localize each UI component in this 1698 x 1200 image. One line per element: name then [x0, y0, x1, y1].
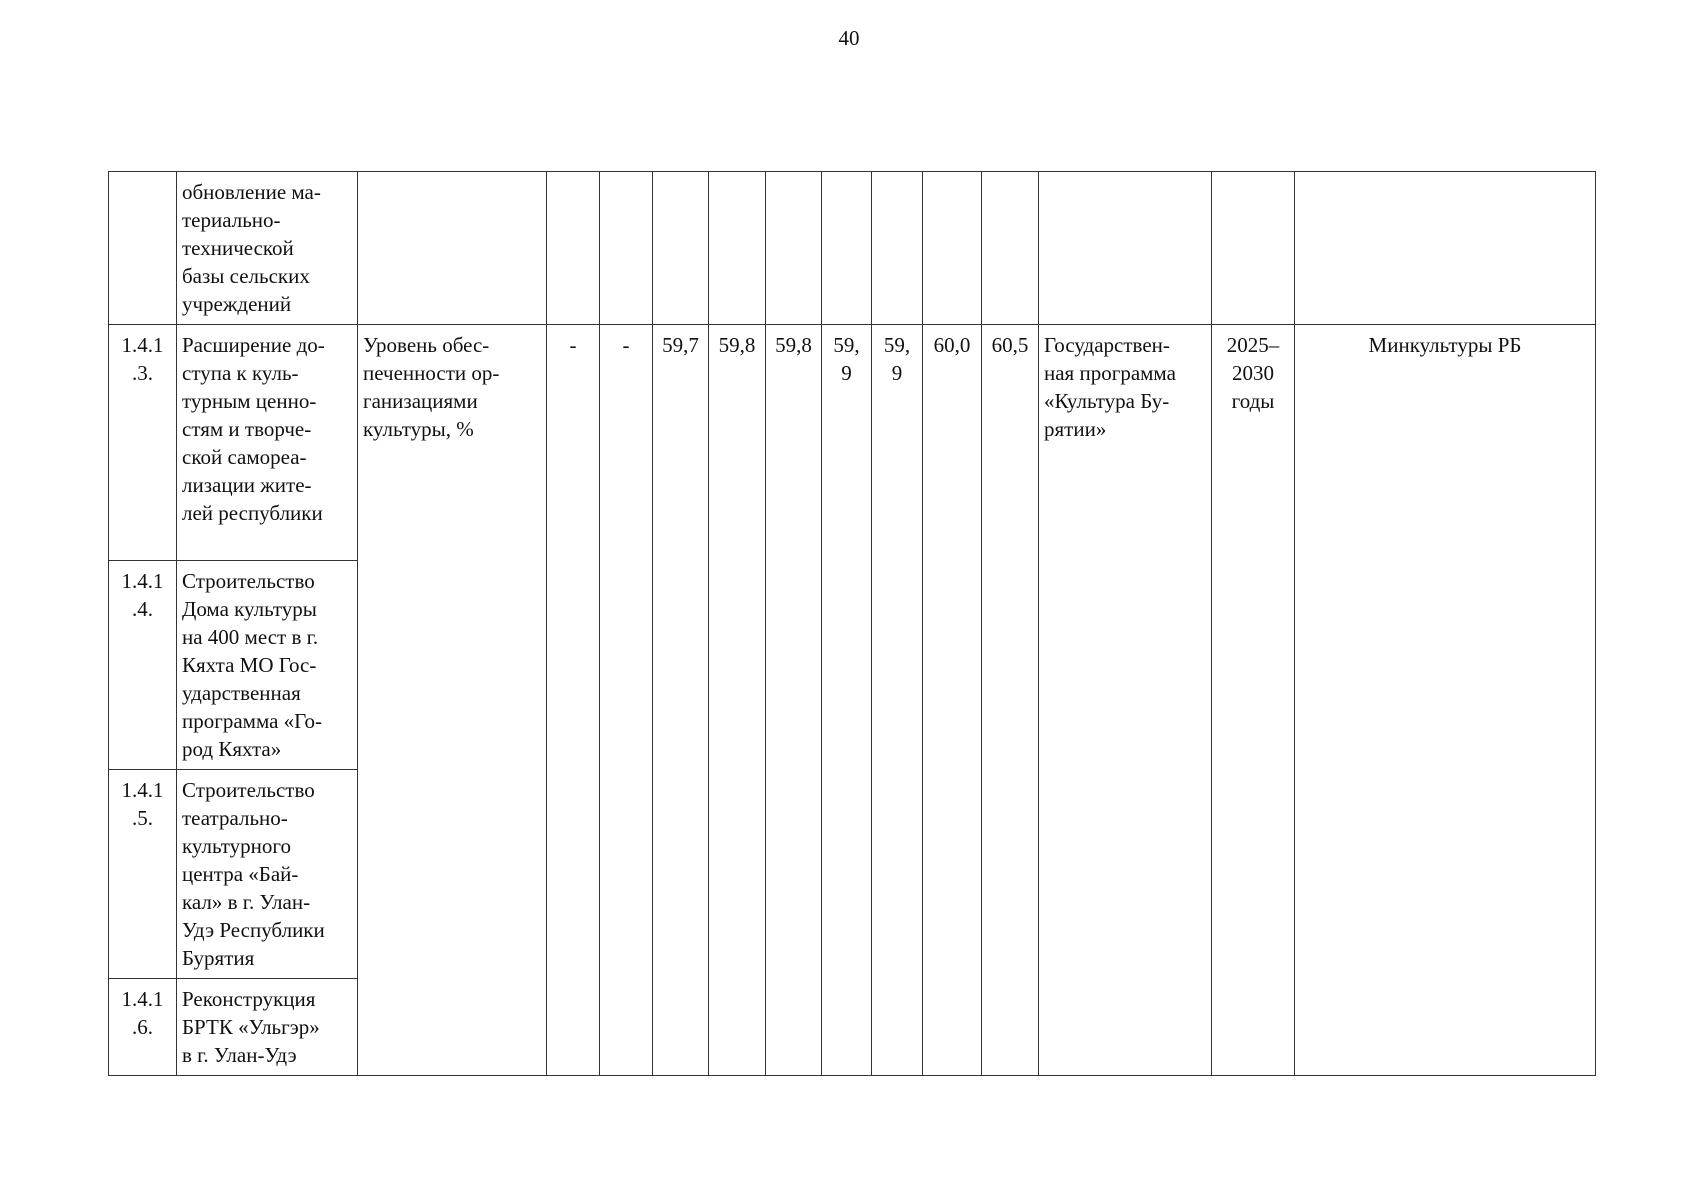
empty-cell: [547, 172, 600, 325]
measure-name: Строительство театрально- культурного центра «Бай- кал» в г. Улан- Удэ Республики Бурятия: [177, 770, 358, 979]
row-number: 1.4.1 .6.: [109, 979, 177, 1076]
measure-name: Расширение до- ступа к куль- турным ценно- стям и творче- ской самореа- лизации жите- лей республики: [177, 325, 358, 561]
table-row: [109, 325, 1596, 561]
indicator-value: 59,8: [766, 325, 822, 1076]
empty-cell: [600, 172, 653, 325]
empty-cell: [653, 172, 709, 325]
empty-cell: [766, 172, 822, 325]
empty-cell: [1039, 172, 1212, 325]
responsible-executor: Минкультуры РБ: [1295, 325, 1596, 1076]
row-number: [109, 172, 177, 325]
implementation-period: 2025– 2030 годы: [1212, 325, 1295, 1076]
indicator-value: 59,8: [709, 325, 766, 1076]
indicator-value: 60,5: [982, 325, 1039, 1076]
indicator-value: -: [600, 325, 653, 1076]
empty-cell: [923, 172, 982, 325]
measure-name: Строительство Дома культуры на 400 мест в г. Кяхта МО Гос- ударственная программа «Го- род Кяхта»: [177, 561, 358, 770]
empty-cell: [822, 172, 872, 325]
measure-name: обновление ма- териально- технической базы сельских учреждений: [177, 172, 358, 325]
page-number: 40: [838, 26, 860, 50]
indicator-value: 59, 9: [872, 325, 923, 1076]
empty-cell: [709, 172, 766, 325]
program-table: [108, 171, 1596, 1076]
table-row: [109, 172, 1596, 325]
indicator-value: 59, 9: [822, 325, 872, 1076]
indicator-name: Уровень обес- печенности ор- ганизациями культуры, %: [358, 325, 547, 1076]
row-number: 1.4.1 .4.: [109, 561, 177, 770]
row-number: 1.4.1 .5.: [109, 770, 177, 979]
indicator-value: 60,0: [923, 325, 982, 1076]
state-program: Государствен- ная программа «Культура Бу- рятии»: [1039, 325, 1212, 1076]
empty-cell: [982, 172, 1039, 325]
empty-cell: [358, 172, 547, 325]
indicator-value: -: [547, 325, 600, 1076]
measure-name: Реконструкция БРТК «Ульгэр» в г. Улан-Удэ: [177, 979, 358, 1076]
empty-cell: [1212, 172, 1295, 325]
empty-cell: [1295, 172, 1596, 325]
indicator-value: 59,7: [653, 325, 709, 1076]
empty-cell: [872, 172, 923, 325]
row-number: 1.4.1 .3.: [109, 325, 177, 561]
